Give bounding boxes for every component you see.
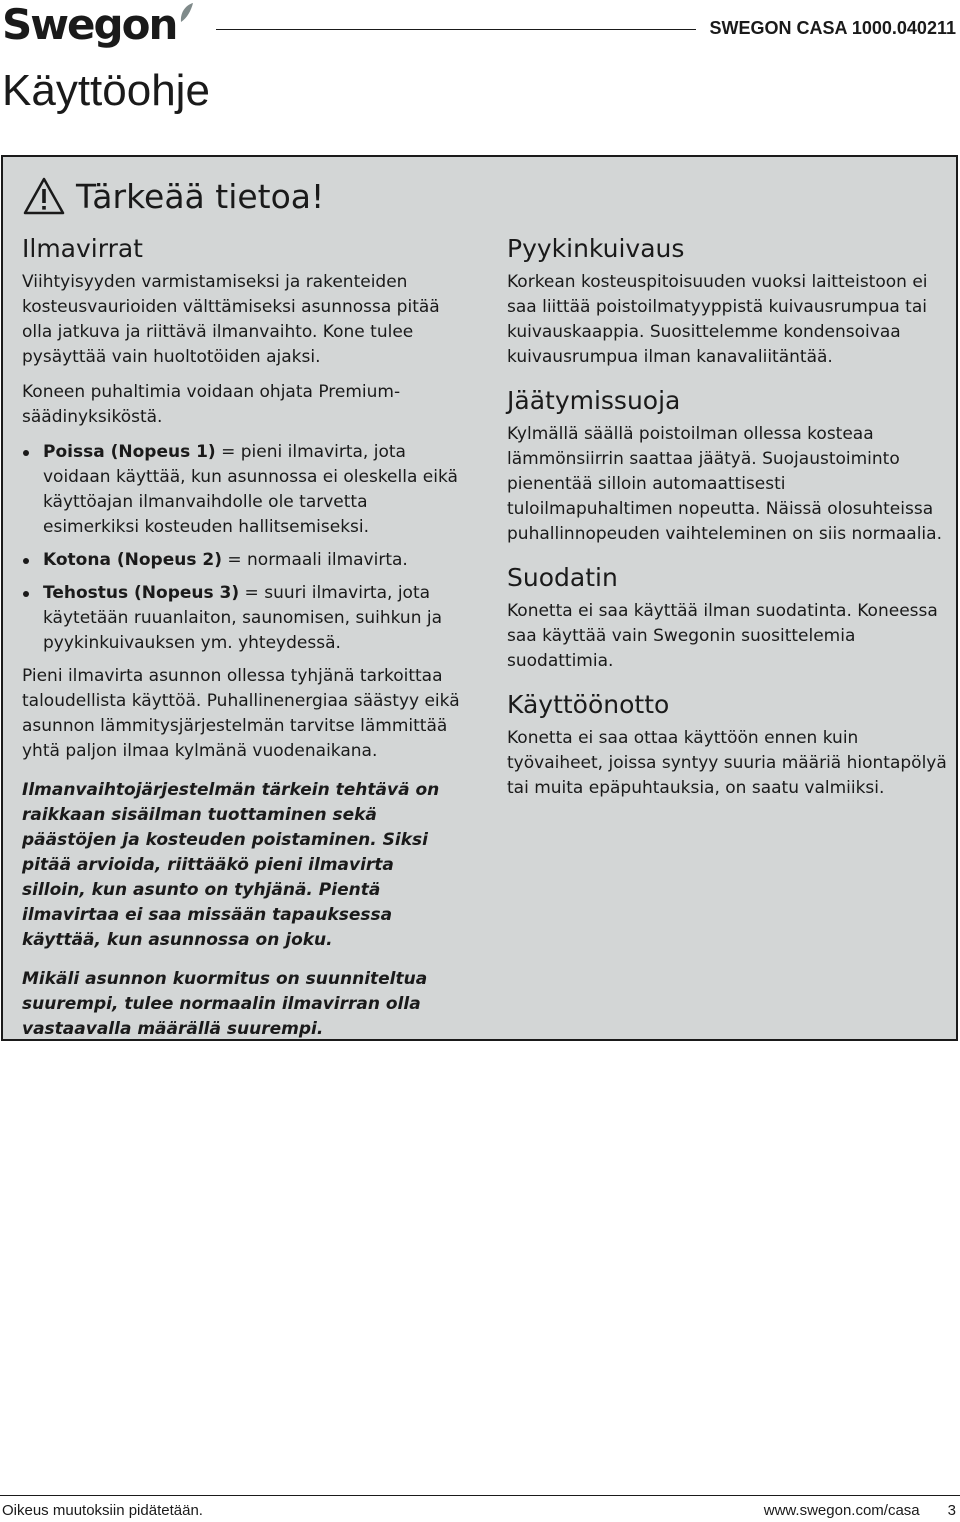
list-item-label: Kotona (Nopeus 2) xyxy=(43,550,222,570)
footer-rule xyxy=(0,1495,960,1496)
page-number: 3 xyxy=(947,1502,956,1519)
page-title: Käyttöohje xyxy=(2,66,210,115)
section-heading-ilmavirrat: Ilmavirrat xyxy=(22,234,143,263)
document-code: SWEGON CASA 1000.040211 xyxy=(709,18,956,38)
paragraph: Konetta ei saa käyttää ilman suodatinta. Koneessa saa käyttää vain Swegonin suosittelemia suodattimia. xyxy=(507,601,938,671)
footer-disclaimer: Oikeus muutoksiin pidätetään. xyxy=(2,1502,203,1519)
emphasis-paragraph: Ilmanvaihtojärjestelmän tärkein tehtävä on raikkaan sisäilman tuottaminen sekä päästöjen ja kosteuden poistaminen. Siksi pitää arvioida, riittääkö pieni ilmavirta silloin, kun asunto on tyhjänä. Pientä ilmavirtaa ei saa missään tapauksessa käyttää, kun asunnossa on joku. xyxy=(22,780,440,950)
footer-url-link[interactable]: www.swegon.com/casa xyxy=(763,1502,920,1519)
section-heading-pyykinkuivaus: Pyykinkuivaus xyxy=(507,234,685,263)
logo-leaf-icon xyxy=(178,2,194,24)
list-item-label: Tehostus (Nopeus 3) xyxy=(43,583,240,603)
footer-right xyxy=(764,1502,956,1519)
list-item xyxy=(22,581,462,656)
paragraph: Konetta ei saa ottaa käyttöön ennen kuin työvaiheet, joissa syntyy suuria määriä hiontapölyä tai muita epäpuhtauksia, on saatu valmiiksi. xyxy=(507,728,947,798)
paragraph: Kylmällä säällä poistoilman ollessa kosteaa lämmönsiirrin saattaa jäätyä. Suojaustoiminto pienentää silloin automaattisesti tuloilmapuhaltimen nopeutta. Näissä olosuhteissa puhallinnopeuden vaihteleminen on siis normaalia. xyxy=(507,424,942,544)
swegon-logo: Swegon xyxy=(2,0,177,49)
list-item-text: = pieni ilmavirta, jota voidaan käyttää, kun asunnossa ei oleskella eikä käyttöajan ilmanvaihdolle ole tarvetta esimerkiksi kosteuden hallitsemiseksi. xyxy=(43,442,458,537)
list-item xyxy=(22,548,462,573)
warning-triangle-icon xyxy=(22,176,66,216)
paragraph: Koneen puhaltimia voidaan ohjata Premium-säädinyksiköstä. xyxy=(22,382,401,427)
section-heading-suodatin: Suodatin xyxy=(507,563,618,592)
paragraph: Korkean kosteuspitoisuuden vuoksi laitteistoon ei saa liittää poistoilmatyyppistä kuivausrumpua tai kuivauskaappia. Suosittelemme kondensoivaa kuivausrumpua ilman kanavaliitäntää. xyxy=(507,272,928,367)
notice-header xyxy=(22,172,324,220)
emphasis-paragraph: Mikäli asunnon kuormitus on suunniteltua suurempi, tulee normaalin ilmavirran olla vastaavalla määrällä suurempi. xyxy=(22,969,428,1039)
list-item xyxy=(22,440,462,540)
list-item-label: Poissa (Nopeus 1) xyxy=(43,442,216,462)
list-item-text: = suuri ilmavirta, jota käytetään ruuanlaiton, saunomisen, suihkun ja pyykinkuivauksen ym. yhteydessä. xyxy=(43,583,443,653)
section-heading-jaatymissuoja: Jäätymissuoja xyxy=(507,386,681,415)
section-heading-kayttoonotto: Käyttöönotto xyxy=(507,690,670,719)
notice-title: Tärkeää tietoa! xyxy=(76,176,325,216)
left-column xyxy=(22,232,462,1052)
speed-list xyxy=(22,440,462,656)
list-item-text: = normaali ilmavirta. xyxy=(221,550,408,570)
paragraph: Pieni ilmavirta asunnon ollessa tyhjänä tarkoittaa taloudellista käyttöä. Puhallinenergiaa säästyy eikä asunnon lämmitysjärjestelmän tarvitse lämmittää yhtä paljon ilmaa kylmänä vuodenaikana. xyxy=(22,666,460,761)
right-column xyxy=(507,232,947,811)
header-rule xyxy=(216,29,696,30)
paragraph: Viihtyisyyden varmistamiseksi ja rakenteiden kosteusvaurioiden välttämiseksi asunnossa pitää olla jatkuva ja riittävä ilmanvaihto. Kone tulee pysäyttää vain huoltotöiden ajaksi. xyxy=(22,272,440,367)
